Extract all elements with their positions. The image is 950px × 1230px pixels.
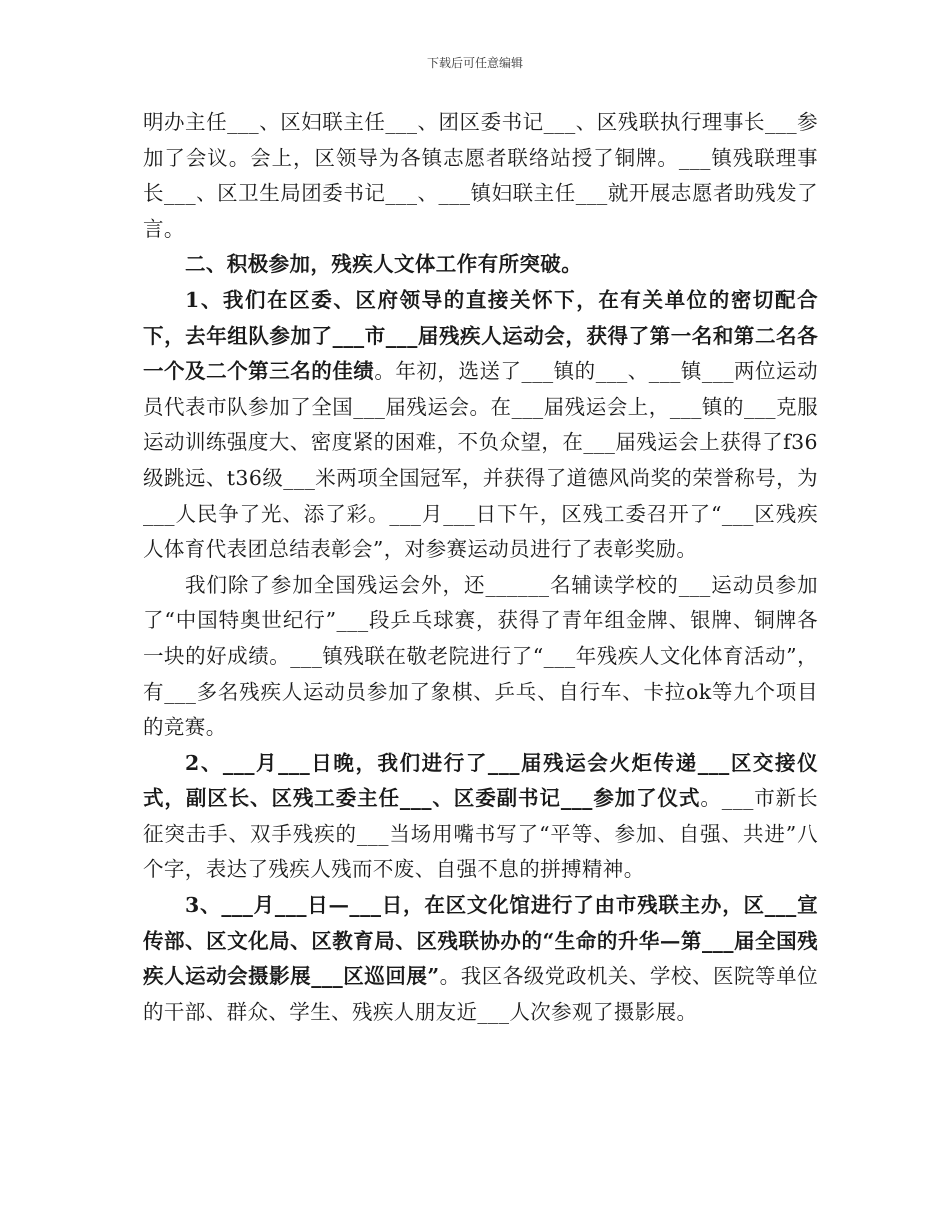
paragraph-text: 我们除了参加全国残运会外，还______名辅读学校的___运动员参加了“中国特奥世纪行”___段乒乓球赛，获得了青年组金牌、银牌、铜牌各一块的好成绩。___镇残联在敬老院进行了“___年残疾人文化体育活动”，有___多名残疾人运动员参加了象棋、乒乓、自行车、卡拉ok等九个项目的竞赛。 [143, 572, 818, 740]
bold-lead-text: 3、___月___日—___日，在区文化馆进行了由市残联主办，区___宣传部、区文化局、区教育局、区残联协办的“生命的升华—第___届全国残疾人运动会摄影展___区巡回展” [143, 893, 818, 989]
bold-lead-text: 2、___月___日晚，我们进行了___届残运会火炬传递___区交接仪式，副区长、区残工委主任___、区委副书记___参加了仪式 [143, 750, 818, 811]
bold-lead-text: 1、我们在区委、区府领导的直接关怀下，在有关单位的密切配合下，去年组队参加了___市___届残疾人运动会，获得了第一名和第二名各一个及二个第三名的佳绩 [143, 287, 818, 384]
heading-text: 二、积极参加，残疾人文体工作有所突破。 [185, 252, 583, 277]
paragraph-text: 。___市新长征突击手、双手残疾的___当场用嘴书写了“平等、参加、自强、共进”八个字，表达了残疾人残而不废、自强不息的拼搏精神。 [143, 786, 818, 882]
paragraph-continuation [143, 105, 818, 247]
paragraph-item-1 [143, 283, 818, 568]
paragraph-text: 明办主任___、区妇联主任___、团区委书记___、区残联执行理事长___参加了会议。会上，区领导为各镇志愿者联络站授了铜牌。___镇残联理事长___、区卫生局团委书记___、___镇妇联主任___就开展志愿者助残发了言。 [143, 110, 818, 241]
paragraph-text: 。年初，选送了___镇的___、___镇___两位运动员代表市队参加了全国___届残运会。在___届残运会上，___镇的___克服运动训练强度大、密度紧的困难，不负众望，在___届残运会上获得了f36级跳远、t36级___米两项全国冠军，并获得了道德风尚奖的荣誉称号，为___人民争了光、添了彩。___月___日下午，区残工委召开了“___区残疾人体育代表团总结表彰会”，对参赛运动员进行了表彰奖励。 [143, 359, 818, 562]
paragraph-item-3 [143, 888, 818, 1030]
document-body [143, 105, 818, 1030]
paragraph-special-olympics [143, 568, 818, 746]
paragraph-item-2 [143, 746, 818, 888]
section-heading [143, 247, 818, 283]
paragraph-text: 。我区各级党政机关、学校、医院等单位的干部、群众、学生、残疾人朋友近___人次参观了摄影展。 [143, 964, 818, 1024]
page-header: 下载后可任意编辑 [426, 56, 523, 70]
